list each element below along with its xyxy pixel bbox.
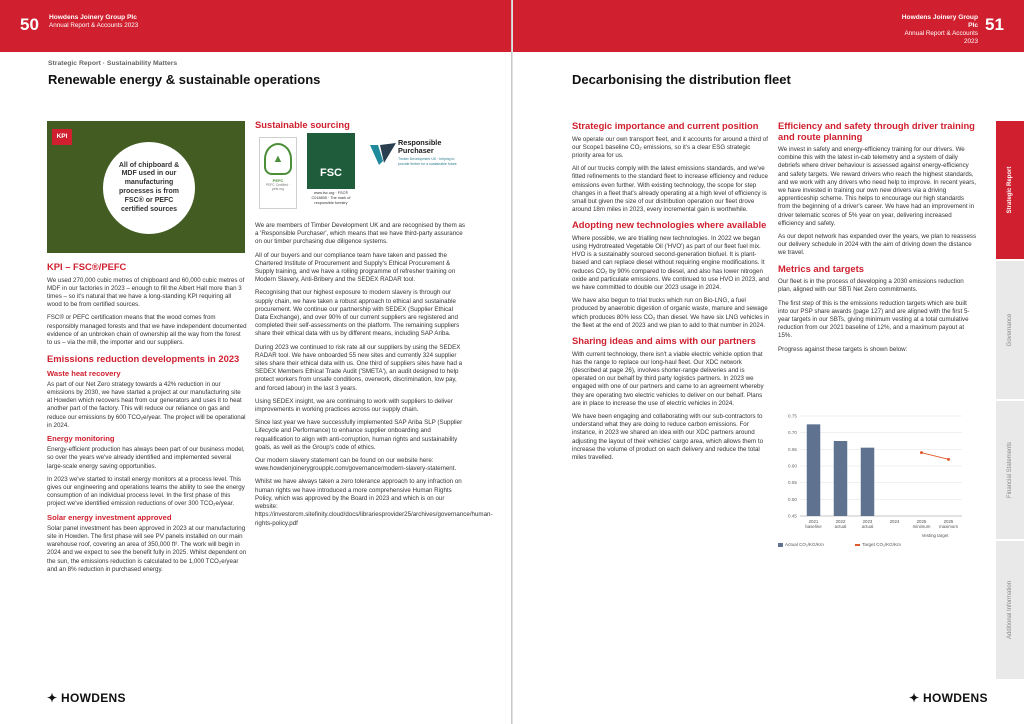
section-kicker: Strategic Report · Sustainability Matters	[48, 60, 178, 67]
tab-additional-information-label: Additional Information	[1007, 580, 1013, 640]
energy-monitoring-heading: Energy monitoring	[47, 434, 115, 444]
bar-actual	[834, 441, 848, 516]
x-tick-label: 2023	[862, 519, 873, 524]
bar-actual	[807, 424, 821, 516]
chart-legend	[778, 542, 968, 547]
y-tick-label: 0.45	[788, 513, 797, 519]
sourcing-paragraph-8: Whilst we have always taken a zero tolerance approach to any infraction on human rights we have introduced a more comprehensive Human Rights Policy, which was approved by the Board in 2023 and which is on our website: https://investorcm.sitefinity.cloud/docs/librariesprovider25/archives/governance/human-rights-policy.pdf	[255, 478, 493, 527]
adopting-paragraph-1: Where possible, we are trialling new technologies. In 2022 we began using Hydrotreated Vegetable Oil ('HVO') as part of our fleet fuel mix. HVO is a sustainably sourced second-generation biofuel. It is plant-based and can replace diesel without requiring engine modifications. It reduces CO₂ by 90% compared to diesel, and also has lower nitrogen oxide and particulate emissions. We continued to use HVO in 2023, and we have committed to double our 2023 usage in 2024.	[572, 234, 769, 292]
sourcing-column	[255, 222, 493, 533]
kpi-tag: KPI	[52, 129, 72, 145]
fsc-logo	[307, 133, 355, 215]
sourcing-paragraph-4: During 2023 we continued to risk rate all our suppliers by using the SEDEX RADAR tool. We have onboarded 55 new sites and currently 324 supplier sites share their ethical data with us. One third of suppliers sites have had a SEDEX Members Ethical Trade Audit ('SMETA'), an audit designed to help protect workers from unsafe conditions, overwork, discrimination, low pay, and forced labour) in the last 3 years.	[255, 343, 463, 392]
x-tick-label-sub: actual	[861, 524, 874, 529]
x-tick-label: 2021	[808, 519, 819, 524]
efficiency-paragraph-1: We invest in safety and energy-efficiency training for our drivers. We combine this with the latest in-cab telemetry and a system of daily debriefs where driver behaviour is assessed against energy-efficiency and safety targets. We reward drivers who reach the highest standards, and we work with any drivers who need help to improve. In recent years, we have invested in training our own new drivers via a driving apprenticeship scheme. This helps to encourage our high standards from the beginning of a driver's career. We have had an improvement in driver telematic scores of 5% year on year, delivering increased efficiency and safety.	[778, 146, 977, 227]
strategic-heading: Strategic importance and current position	[572, 120, 759, 131]
fleet-right-column	[778, 121, 978, 359]
metrics-paragraph-3: Progress against these targets is shown below:	[778, 345, 908, 353]
sourcing-paragraph-1: We are members of Timber Development UK and are recognised by them as a 'Responsible Purchaser', which means that we have third-party assurance on our timber purchasing due diligence systems.	[255, 222, 466, 246]
tab-additional-information[interactable]	[996, 541, 1024, 681]
pefc-logo-sub: PEFC Certified · pefc.org	[266, 183, 290, 191]
sourcing-paragraph-5: Using SEDEX insight, we are continuing to work with suppliers to deliver improvements in working practices across our supply chain.	[255, 397, 453, 414]
legend-actual-swatch	[778, 543, 783, 547]
fsc-logo-label: FSC	[320, 167, 342, 179]
right-page	[513, 0, 1024, 724]
x-tick-label-sub: actual	[834, 524, 847, 529]
solar-text: Solar panel investment has been approved in 2023 at our manufacturing site in Howden. The first phase will see PV panels installed on our main warehouse roof, covering an area of 350,000 ft². The work will begin in 2024 and we expect to see the benefit fully in 2025. Whilst dependent on the sun, the emissions reduction is calculated to be 1,000 TCO₂e/year and an 8% reduction in purchased energy.	[47, 524, 247, 573]
sharing-paragraph-1: With current technology, there isn't a viable electric vehicle option that has the range to replace our long-haul fleet. Our XDC network (described at page 26), involves shorter-range deliveries and is operated on our behalf by third party logistics partners. In 2023 we engaged with one of our partners and came to an agreement whereby they are operating two electric vehicles to deliver on our behalf. Plans are in place to increase the use of electric vehicles in 2024.	[572, 350, 764, 407]
metrics-heading: Metrics and targets	[778, 262, 864, 274]
tab-strategic-report-label: Strategic Report	[1007, 166, 1013, 214]
sourcing-paragraph-6: Since last year we have successfully implemented SAP Ariba SLP (Supplier Lifecycle and Performance) to enhance supplier onboarding and requalification to align with anti-corruption, human rights and sustainability goals, as well as the Group's code of ethics.	[255, 419, 463, 451]
vesting-target-label: Vesting target	[921, 533, 949, 538]
tab-financial-statements-label: Financial Statements	[1007, 441, 1013, 499]
x-tick-label: 2024	[889, 519, 900, 524]
adopting-paragraph-2: We have also begun to trial trucks which run on Bio-LNG, a fuel produced by anaerobic digestion of organic waste, manure and sewage which produces 80% less CO₂ than diesel. We have six LNG vehicles in the fleet at the end of 2023 and we plan to add to that number in 2024.	[572, 297, 769, 329]
legend-actual-label: Actual CO₂/KG/Km	[785, 542, 824, 547]
responsible-purchaser-icon	[370, 141, 396, 167]
waste-heat-heading: Waste heat recovery	[47, 368, 121, 378]
emissions-chart-svg	[778, 410, 968, 542]
strategic-paragraph-2: All of our trucks comply with the latest emissions standards, and we've fitted refinements to the standard fleet to increase efficiency and reduce emissions even further. With existing technology, the scope for step changes in a fleet that's already operating at a high level of efficiency is small but given the size of our distribution operation our fleet drove around 18m miles in 2023, every incremental gain is worthwhile.	[572, 165, 768, 214]
fsc-logo-sub: www.fsc.org · FSC® C018805 · The mark of responsible forestry	[311, 191, 351, 205]
energy-monitoring-paragraph-2: In 2023 we've started to install energy monitors at a process level. This gives our engineering and operations teams the ability to see the energy consumption of an individual process level. In the first phase of this project we've identified emission reductions of over 300 TCO₂e/year.	[47, 475, 245, 508]
tab-governance[interactable]	[996, 261, 1024, 401]
right-footer-logo	[909, 691, 988, 705]
left-footer-logo	[47, 691, 126, 705]
emissions-chart	[778, 410, 968, 562]
left-header-text	[49, 14, 138, 30]
howdens-bird-icon-right: ✦	[909, 691, 920, 705]
y-tick-label: 0.65	[788, 446, 797, 452]
tab-governance-label: Governance	[1007, 313, 1013, 347]
legend-target-swatch	[855, 544, 860, 546]
certification-logos	[255, 133, 465, 218]
metrics-paragraph-1: Our fleet is in the process of developing a 2030 emissions reduction plan, aligned with our SBTi Net Zero commitments.	[778, 278, 964, 294]
sourcing-heading: Sustainable sourcing	[255, 119, 350, 130]
x-tick-label-sub: minimum	[912, 524, 931, 529]
right-header-text	[898, 14, 978, 46]
left-column	[47, 262, 247, 579]
waste-heat-text: As part of our Net Zero strategy towards a 42% reduction in our emissions by 2030, we have started a project at our manufacturing site at Howden which recovers heat from our generators and uses it to heat another part of the factory. This will reduce our reliance on gas and reduce our emissions by 600 TCO₂e/year. The project will be operational in 2024.	[47, 380, 246, 429]
x-tick-label-sub: baseline	[805, 524, 822, 529]
sharing-heading: Sharing ideas and aims with our partners	[572, 335, 756, 347]
howdens-bird-icon: ✦	[47, 691, 58, 705]
strategic-paragraph-1: We operate our own transport fleet, and it accounts for around a third of our Scope1 baseline CO₂ emissions, so it's a clear ESG strategic priority area for us.	[572, 135, 768, 159]
y-tick-label: 0.70	[788, 430, 797, 436]
solar-heading: Solar energy investment approved	[47, 512, 172, 522]
kpi-heading: KPI – FSC®/PEFC	[47, 261, 127, 272]
kpi-callout-box	[47, 121, 245, 253]
right-page-title: Decarbonising the distribution fleet	[572, 72, 791, 87]
y-tick-label: 0.60	[788, 463, 797, 469]
adopting-heading: Adopting new technologies where available	[572, 219, 767, 231]
efficiency-paragraph-2: As our depot network has expanded over the years, we plan to reassess our delivery schedule in 2024 with the aim of driving down the distance we travel.	[778, 233, 977, 257]
x-tick-label: 2022	[835, 519, 846, 524]
right-page-number: 51	[985, 15, 1004, 34]
efficiency-heading: Efficiency and safety through driver training and route planning	[778, 120, 975, 142]
report-name: Annual Report & Accounts 2023	[49, 22, 139, 29]
y-tick-label: 0.50	[788, 496, 797, 502]
right-footer-logo-text: HOWDENS	[923, 691, 988, 705]
pefc-logo	[259, 137, 297, 209]
bar-actual	[861, 448, 875, 516]
report-name-right: Annual Report & Accounts 2023	[904, 30, 978, 45]
emissions-heading: Emissions reduction developments in 2023	[47, 353, 240, 365]
target-point	[920, 451, 923, 454]
energy-monitoring-paragraph-1: Energy-efficient production has always been part of our business model, so over the years we've already identified and implemented several large-scale energy saving opportunities.	[47, 446, 245, 470]
company-name-right: Howdens Joinery Group Plc	[901, 14, 978, 29]
tab-financial-statements[interactable]	[996, 401, 1024, 541]
legend-actual	[778, 542, 824, 547]
target-point	[947, 458, 950, 461]
sharing-paragraph-2: We have been engaging and collaborating with our sub-contractors to understand what they are doing to reduce carbon emissions. For instance, in 2023 we shared an idea with our XDC partners around adjusting the layout of their vehicles' cargo area, which allows them to increase the volume of product on each delivery and reduce the total miles travelled.	[572, 412, 764, 461]
target-line	[922, 453, 949, 460]
kpi-callout-text: All of chipboard & MDF used in our manufacturing processes is from FSC® or PEFC certified sources	[103, 142, 195, 234]
x-tick-label: 2025	[916, 519, 927, 524]
sourcing-paragraph-7: Our modern slavery statement can be found on our website here: www.howdenjoinerygroupplc.com/governance/modern-slavery-statement.	[255, 457, 457, 473]
sourcing-paragraph-3: Recognising that our highest exposure to modern slavery is through our supply chain, we have taken a robust approach to ethical and sustainable procurement. We continue our partnership with SEDEX (Supplier Ethical Data Exchange), and over 90% of our current suppliers are registered and completed their self-assessments on the platform. The remaining suppliers share their ethical data with us by different means, including SAP Ariba.	[255, 289, 460, 338]
left-footer-logo-text: HOWDENS	[61, 691, 126, 705]
fleet-left-column	[572, 121, 770, 467]
sourcing-paragraph-2: All of our buyers and our compliance team have taken and passed the Chartered Institute of Procurement and Supply's Ethical Procurement & Supply training, and we have a rolling programme of refresher training on Modern Slavery, Anti-Bribery and the SEDEX RADAR tool.	[255, 251, 456, 284]
legend-target	[855, 542, 901, 547]
pefc-tree-icon: ▲	[264, 143, 292, 175]
company-name: Howdens Joinery Group Plc	[49, 14, 137, 21]
section-side-tabs	[996, 121, 1024, 681]
responsible-purchaser-sub: Timber Development UK · helping to provide timber for a sustainable future	[398, 157, 457, 166]
pefc-logo-label: PEFC	[272, 178, 284, 183]
responsible-purchaser-title: Responsible Purchaser	[398, 138, 442, 155]
x-tick-label-sub: maximum	[938, 524, 959, 529]
fsc-tree-icon	[307, 133, 355, 189]
tab-strategic-report[interactable]	[996, 121, 1024, 261]
left-page-number: 50	[20, 15, 39, 34]
kpi-paragraph-2: FSC® or PEFC certification means that the wood comes from responsibly managed forests and that we have independent documented evidence of an unbroken chain of ownership all the way from the forest to us – via the mill, the importer and our suppliers.	[47, 314, 247, 346]
left-page	[0, 0, 511, 724]
y-tick-label: 0.75	[788, 413, 797, 419]
responsible-purchaser-logo	[370, 139, 465, 179]
metrics-paragraph-2: The first step of this is the emissions reduction targets which are built into our PSP share awards (page 127) and are aligned with the first 5-year targets in our SBTs, giving minimum vesting at a total cumulative reduction from our 2021 baseline of 12%, and a maximum payout at 15%.	[778, 299, 970, 340]
legend-target-label: Target CO₂/KG/Km	[862, 542, 901, 547]
x-tick-label: 2025	[943, 519, 954, 524]
kpi-paragraph-1: We used 270,000 cubic metres of chipboard and 60,000 cubic metres of MDF in our factories in 2023 – enough to fill the Albert Hall more than 3 times – so it's natural that we have a long-standing KPI requiring all wood to be from certified sources.	[47, 276, 245, 309]
left-page-title: Renewable energy & sustainable operations	[48, 72, 321, 87]
y-tick-label: 0.55	[788, 480, 797, 486]
